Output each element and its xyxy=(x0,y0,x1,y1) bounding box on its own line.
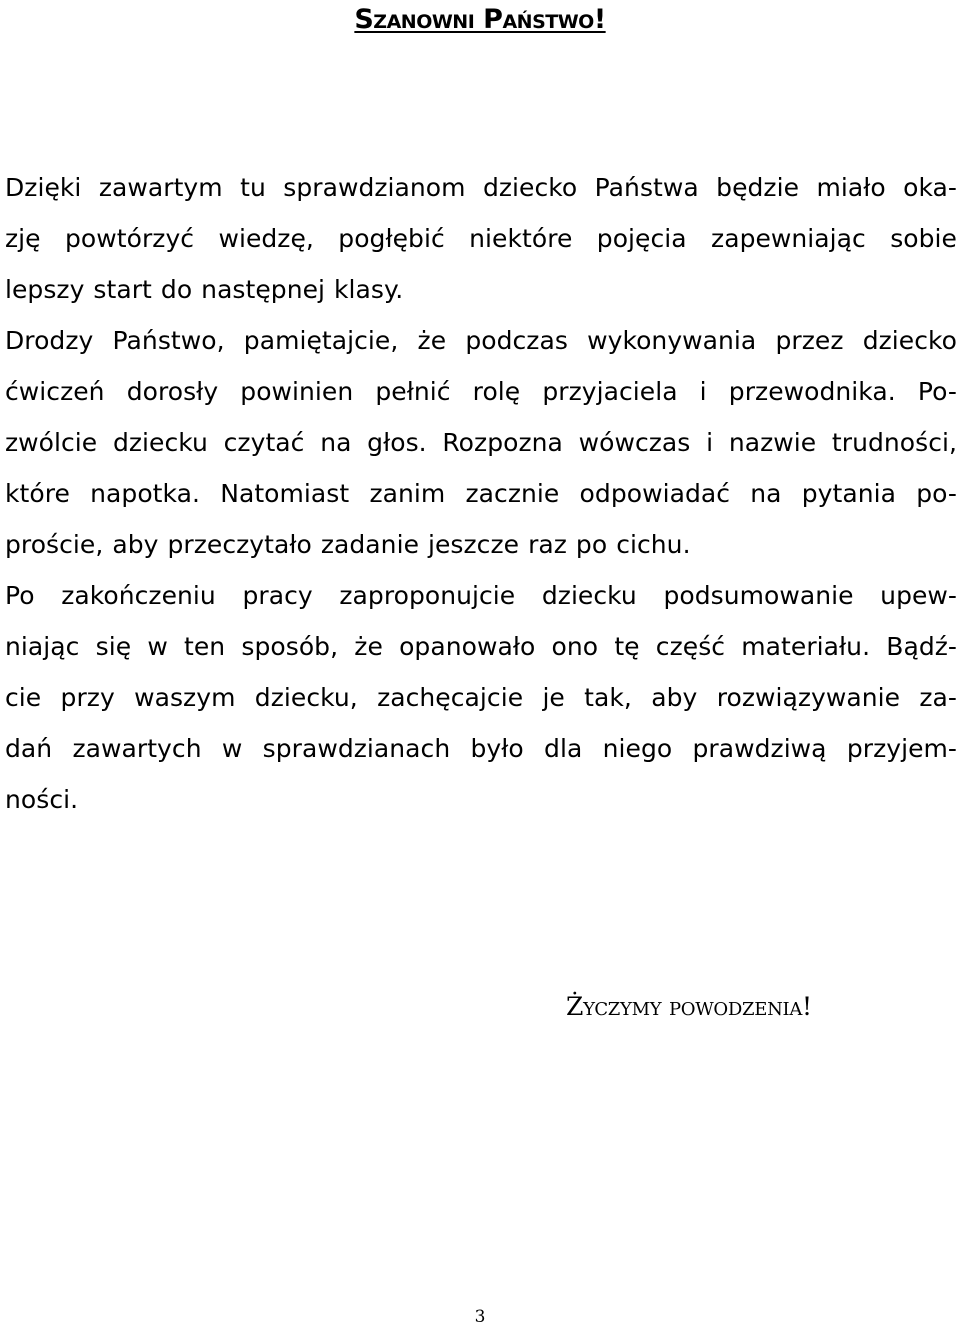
text-line: ności. xyxy=(5,785,79,814)
text-line: niając się w ten sposób, że opanowało ono tę część materiału. Bądź- xyxy=(5,632,957,661)
text-line: lepszy start do następnej klasy. xyxy=(5,275,404,304)
text-line: proście, aby przeczytało zadanie jeszcze raz po cichu. xyxy=(5,530,691,559)
page-number: 3 xyxy=(474,1307,486,1327)
text-line: zwólcie dziecku czytać na głos. Rozpozna wówczas i nazwie trudności, xyxy=(5,428,957,457)
text-line: cie przy waszym dziecku, zachęcajcie je tak, aby rozwiązywanie za- xyxy=(5,683,957,712)
closing-wish: Życzymy powodzenia! xyxy=(566,992,812,1021)
text-line: Po zakończeniu pracy zaproponujcie dziecku podsumowanie upew- xyxy=(5,581,957,610)
text-line: zję powtórzyć wiedzę, pogłębić niektóre pojęcia zapewniając sobie xyxy=(5,224,957,253)
page-title: Szanowni Państwo! xyxy=(354,4,606,35)
body-text xyxy=(5,162,957,825)
text-line: dań zawartych w sprawdzianach było dla niego prawdziwą przyjem- xyxy=(5,734,957,763)
text-line: Drodzy Państwo, pamiętajcie, że podczas wykonywania przez dziecko xyxy=(5,326,957,355)
text-line: ćwiczeń dorosły powinien pełnić rolę przyjaciela i przewodnika. Po- xyxy=(5,377,957,406)
text-line: Dzięki zawartym tu sprawdzianom dziecko Państwa będzie miało oka- xyxy=(5,173,957,202)
text-line: które napotka. Natomiast zanim zacznie odpowiadać na pytania po- xyxy=(5,479,957,508)
